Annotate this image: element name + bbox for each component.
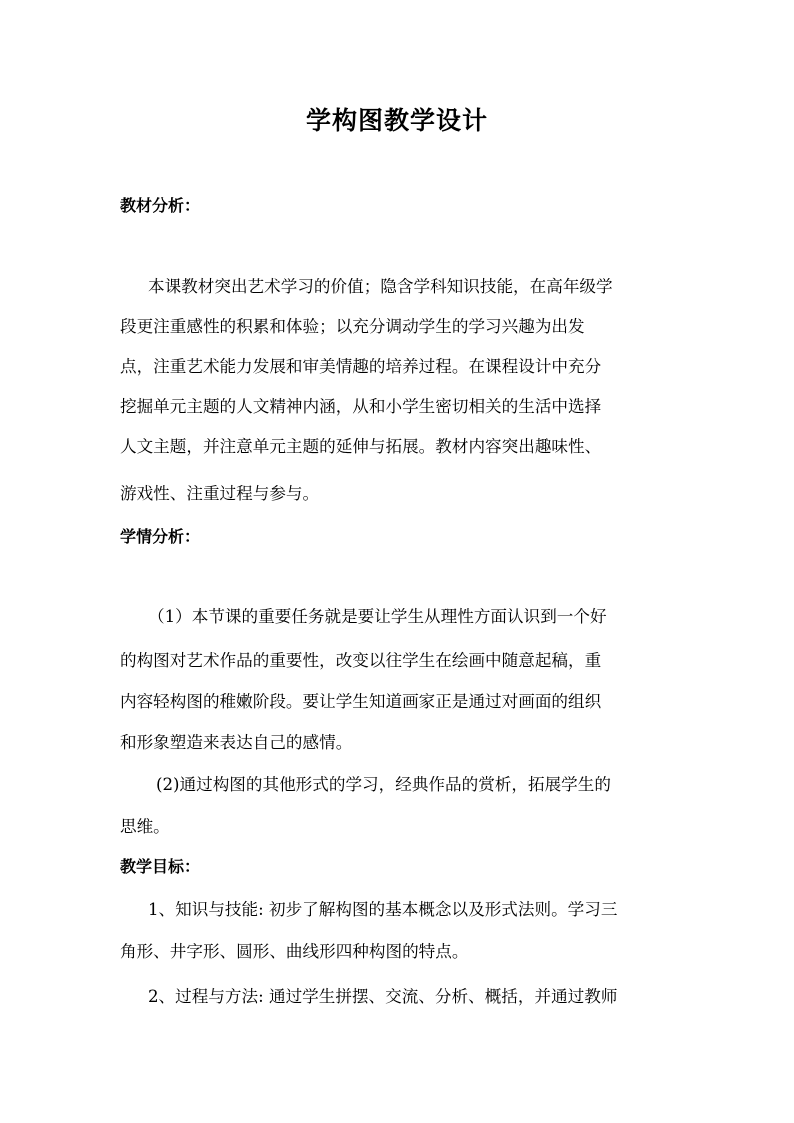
section-heading-teaching-objectives: 教学目标： bbox=[120, 857, 201, 876]
paragraph-line: 1、知识与技能: 初步了解构图的基本概念以及形式法则。学习三 bbox=[148, 900, 618, 919]
paragraph-line: （1）本节课的重要任务就是要让学生从理性方面认识到一个好 bbox=[148, 607, 607, 626]
paragraph-line: 和形象塑造来表达自己的感情。 bbox=[120, 733, 353, 752]
section-heading-learner-analysis: 学情分析： bbox=[120, 527, 201, 546]
paragraph-line: 人文主题，并注意单元主题的延伸与拓展。教材内容突出趣味性、 bbox=[120, 437, 602, 456]
paragraph-line: 本课教材突出艺术学习的价值；隐含学科知识技能，在高年级学 bbox=[148, 277, 613, 296]
document-title: 学构图教学设计 bbox=[305, 106, 488, 135]
paragraph-line: 角形、井字形、圆形、曲线形四种构图的特点。 bbox=[120, 942, 469, 961]
paragraph-line: 段更注重感性的积累和体验；以充分调动学生的学习兴趣为出发 bbox=[120, 317, 585, 336]
paragraph-line: 挖掘单元主题的人文精神内涵，从和小学生密切相关的生活中选择 bbox=[120, 397, 602, 416]
paragraph-line: 点，注重艺术能力发展和审美情趣的培养过程。在课程设计中充分 bbox=[120, 357, 602, 376]
section-heading-material-analysis: 教材分析： bbox=[120, 196, 201, 215]
paragraph-line: (2)通过构图的其他形式的学习，经典作品的赏析，拓展学生的 bbox=[156, 775, 611, 794]
paragraph-line: 内容轻构图的稚嫩阶段。要让学生知道画家正是通过对画面的组织 bbox=[120, 692, 602, 711]
paragraph-line: 2、过程与方法: 通过学生拼摆、交流、分析、概括，并通过教师 bbox=[148, 987, 618, 1006]
paragraph-line: 思维。 bbox=[120, 817, 170, 836]
paragraph-line: 的构图对艺术作品的重要性，改变以往学生在绘画中随意起稿，重 bbox=[120, 651, 602, 670]
paragraph-line: 游戏性、注重过程与参与。 bbox=[120, 484, 320, 503]
